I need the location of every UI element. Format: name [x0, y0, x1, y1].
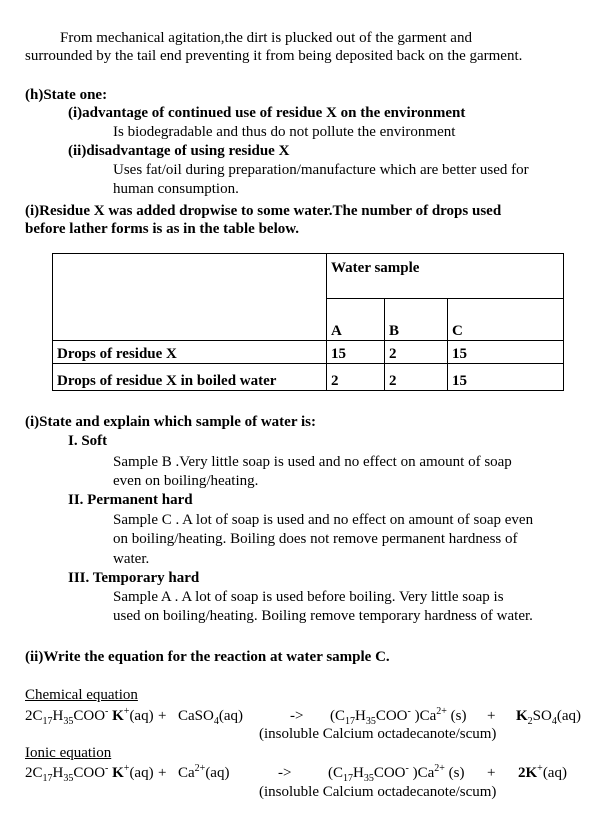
intro-line: From mechanical agitation,the dirt is plucked out of the garment and [60, 30, 472, 46]
label-soft: I. Soft [68, 433, 108, 449]
question-disadvantage: (ii)disadvantage of using residue X [68, 143, 290, 159]
question-residue: (i)Residue X was added dropwise to some water.The number of drops used [25, 203, 502, 219]
equation-token: (C [330, 708, 345, 724]
answer-permanent: water. [113, 551, 150, 567]
equation-term [178, 764, 229, 782]
table-corner-cell [53, 254, 327, 341]
equation-token: + [487, 708, 496, 724]
equation-token: COO [375, 708, 408, 724]
answer-disadvantage: Uses fat/oil during preparation/manufacture which are better used for [113, 162, 529, 178]
equation-token: (aq) [218, 708, 243, 724]
equation-token: (aq) [129, 708, 154, 724]
table-header-water-sample: Water sample [327, 254, 564, 299]
equation-token: -> [290, 708, 304, 724]
equation-term [516, 707, 581, 725]
answer-permanent: Sample C . A lot of soap is used and no effect on amount of soap even [113, 512, 534, 528]
drops-table [52, 253, 564, 391]
cell: 15 [448, 364, 564, 391]
chemical-equation-note: (insoluble Calcium octadecanote/scum) [259, 726, 497, 742]
equation-token: K [516, 708, 528, 724]
equation-term [25, 764, 154, 782]
equation-token: 2K [518, 765, 538, 781]
equation-token: 2+ [436, 706, 447, 717]
answer-soft: Sample B .Very little soap is used and no effect on amount of soap [113, 454, 512, 470]
equation-token: )Ca [408, 765, 435, 781]
equation-token: (aq) [556, 708, 582, 724]
equation-token: 35 [63, 716, 74, 727]
label-temporary: III. Temporary hard [68, 570, 200, 586]
chemical-equation-title: Chemical equation [25, 687, 138, 703]
equation-token: (aq) [205, 765, 230, 781]
equation-token: 2+ [194, 763, 206, 774]
ionic-equation-title: Ionic equation [25, 745, 112, 761]
equation-term [487, 764, 495, 782]
question-residue: before lather forms is as in the table below. [25, 221, 300, 237]
equation-token: H [52, 708, 64, 724]
equation-token: + [487, 765, 496, 781]
cell: 2 [385, 364, 448, 391]
table-col-c: C [448, 299, 564, 341]
ionic-equation-note: (insoluble Calcium octadecanote/scum) [259, 784, 497, 800]
equation-token: 2C [25, 765, 43, 781]
equation-token: 35 [363, 773, 374, 784]
question-equation: (ii)Write the equation for the reaction at water sample C. [25, 649, 390, 665]
answer-permanent: on boiling/heating. Boiling does not remove permanent hardness of [113, 531, 518, 547]
answer-temporary: Sample A . A lot of soap is used before boiling. Very little soap is [113, 589, 504, 605]
equation-term [518, 764, 567, 782]
chemical-equation [0, 707, 613, 725]
equation-token: K [112, 765, 124, 781]
cell: 15 [327, 341, 385, 364]
equation-token: + [537, 763, 543, 774]
equation-token: -> [278, 765, 292, 781]
cell: 2 [327, 364, 385, 391]
row-label: Drops of residue X in boiled water [53, 364, 327, 391]
equation-token: 2 [527, 716, 533, 727]
equation-term [178, 707, 243, 725]
equation-token: 17 [343, 773, 353, 784]
answer-disadvantage: human consumption. [113, 181, 239, 197]
equation-token: - [105, 763, 109, 774]
equation-token: K [112, 708, 124, 724]
table-col-a: A [327, 299, 385, 341]
equation-token: (aq) [542, 765, 567, 781]
table-col-b: B [385, 299, 448, 341]
equation-token: - [407, 706, 411, 717]
equation-token: 2+ [434, 763, 445, 774]
equation-token: (C [328, 765, 343, 781]
equation-token: 17 [345, 716, 355, 727]
equation-token: )Ca [410, 708, 437, 724]
equation-term [328, 764, 465, 782]
equation-token: (s) [446, 708, 467, 724]
equation-token: H [353, 765, 364, 781]
equation-term [278, 764, 291, 782]
ionic-equation [0, 764, 613, 782]
equation-token: COO [373, 765, 406, 781]
equation-token: - [105, 706, 109, 717]
section-h-title: (h)State one: [25, 87, 108, 103]
equation-token: - [405, 763, 409, 774]
equation-token: COO [73, 765, 106, 781]
equation-term [330, 707, 467, 725]
equation-token: 4 [551, 716, 557, 727]
equation-token: 17 [42, 716, 53, 727]
equation-token: + [123, 706, 130, 717]
answer-advantage: Is biodegradable and thus do not pollute the environment [113, 124, 456, 140]
label-permanent: II. Permanent hard [68, 492, 193, 508]
intro-line: surrounded by the tail end preventing it from being deposited back on the garment. [25, 48, 523, 64]
equation-token: H [355, 708, 366, 724]
table-row [53, 341, 564, 364]
equation-token: 35 [365, 716, 376, 727]
equation-term [290, 707, 303, 725]
equation-term [158, 707, 166, 725]
question-explain: (i)State and explain which sample of water is: [25, 414, 316, 430]
question-advantage: (i)advantage of continued use of residue X on the environment [68, 105, 466, 121]
equation-token: 4 [213, 716, 219, 727]
answer-temporary: used on boiling/heating. Boiling remove temporary hardness of water. [113, 608, 533, 624]
cell: 2 [385, 341, 448, 364]
answer-soft: even on boiling/heating. [113, 473, 259, 489]
equation-term [25, 707, 154, 725]
equation-term [487, 707, 495, 725]
cell: 15 [448, 341, 564, 364]
equation-token: + [158, 708, 167, 724]
equation-token: COO [73, 708, 106, 724]
equation-token: (s) [444, 765, 465, 781]
equation-token: 17 [42, 773, 53, 784]
table-row [53, 364, 564, 391]
equation-token: Ca [178, 765, 195, 781]
equation-token: 2C [25, 708, 43, 724]
equation-token: + [158, 765, 167, 781]
equation-term [158, 764, 166, 782]
equation-token: 35 [63, 773, 74, 784]
equation-token: CaSO [178, 708, 214, 724]
equation-token: H [52, 765, 64, 781]
equation-token: SO [532, 708, 552, 724]
equation-token: (aq) [129, 765, 154, 781]
equation-token: + [123, 763, 130, 774]
row-label: Drops of residue X [53, 341, 327, 364]
